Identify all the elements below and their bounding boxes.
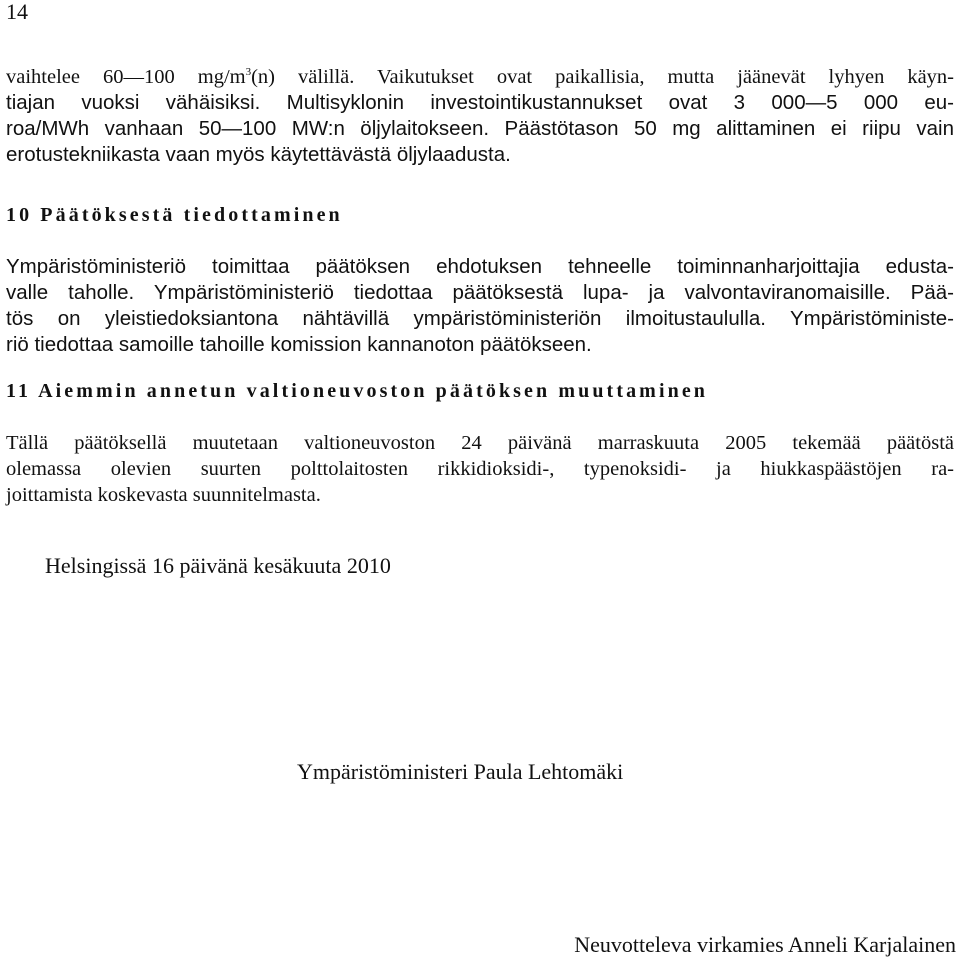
superscript-3: 3 xyxy=(245,66,252,79)
advisor-signature: Neuvotteleva virkamies Anneli Karjalainen xyxy=(574,932,956,957)
intro-line-2: tiajan vuoksi vähäisiksi. Multisyklonin investointikustannukset ovat 3 000—5 000 eu- xyxy=(6,91,954,114)
intro-line-1-start: vaihtelee 60—100 mg/m xyxy=(6,66,246,88)
section-11-line: joittamista koskevasta suunnitelmasta. xyxy=(6,484,321,506)
place-date: Helsingissä 16 päivänä kesäkuuta 2010 xyxy=(45,553,391,578)
intro-line-1-end: (n) välillä. Vaikutukset ovat paikallisia, mutta jäänevät lyhyen käyn- xyxy=(251,66,955,88)
section-11-line: olemassa olevien suurten polttolaitosten rikkidioksidi-, typenoksidi- ja hiukkaspäästöjen ra- xyxy=(6,458,954,480)
section-10-line: valle taholle. Ympäristöministeriö tiedottaa päätöksestä lupa- ja valvontaviranomaisille. Pää- xyxy=(6,281,954,304)
minister-signature: Ympäristöministeri Paula Lehtomäki xyxy=(297,759,624,784)
section-10-line: Ympäristöministeriö toimittaa päätöksen ehdotuksen tehneelle toiminnanharjoittajia edusta- xyxy=(6,255,954,278)
section-10-heading: 10 Päätöksestä tiedottaminen xyxy=(6,204,343,226)
intro-line-3: roa/MWh vanhaan 50—100 MW:n öljylaitokseen. Päästötason 50 mg alittaminen ei riipu vain xyxy=(6,117,954,140)
section-10-line: tös on yleistiedoksiantona nähtävillä ympäristöministeriön ilmoitustaululla. Ympäristöministe- xyxy=(6,307,954,330)
section-11-heading: 11 Aiemmin annetun valtioneuvoston päätöksen muuttaminen xyxy=(6,380,709,402)
section-11-line: Tällä päätöksellä muutetaan valtioneuvoston 24 päivänä marraskuuta 2005 tekemää päätöstä xyxy=(6,432,954,454)
intro-line-4: erotustekniikasta vaan myös käytettävästä öljylaadusta. xyxy=(6,143,511,166)
page-number: 14 xyxy=(6,0,28,24)
section-10-line: riö tiedottaa samoille tahoille komission kannanoton päätökseen. xyxy=(6,333,592,356)
intro-line-1 xyxy=(6,64,954,90)
